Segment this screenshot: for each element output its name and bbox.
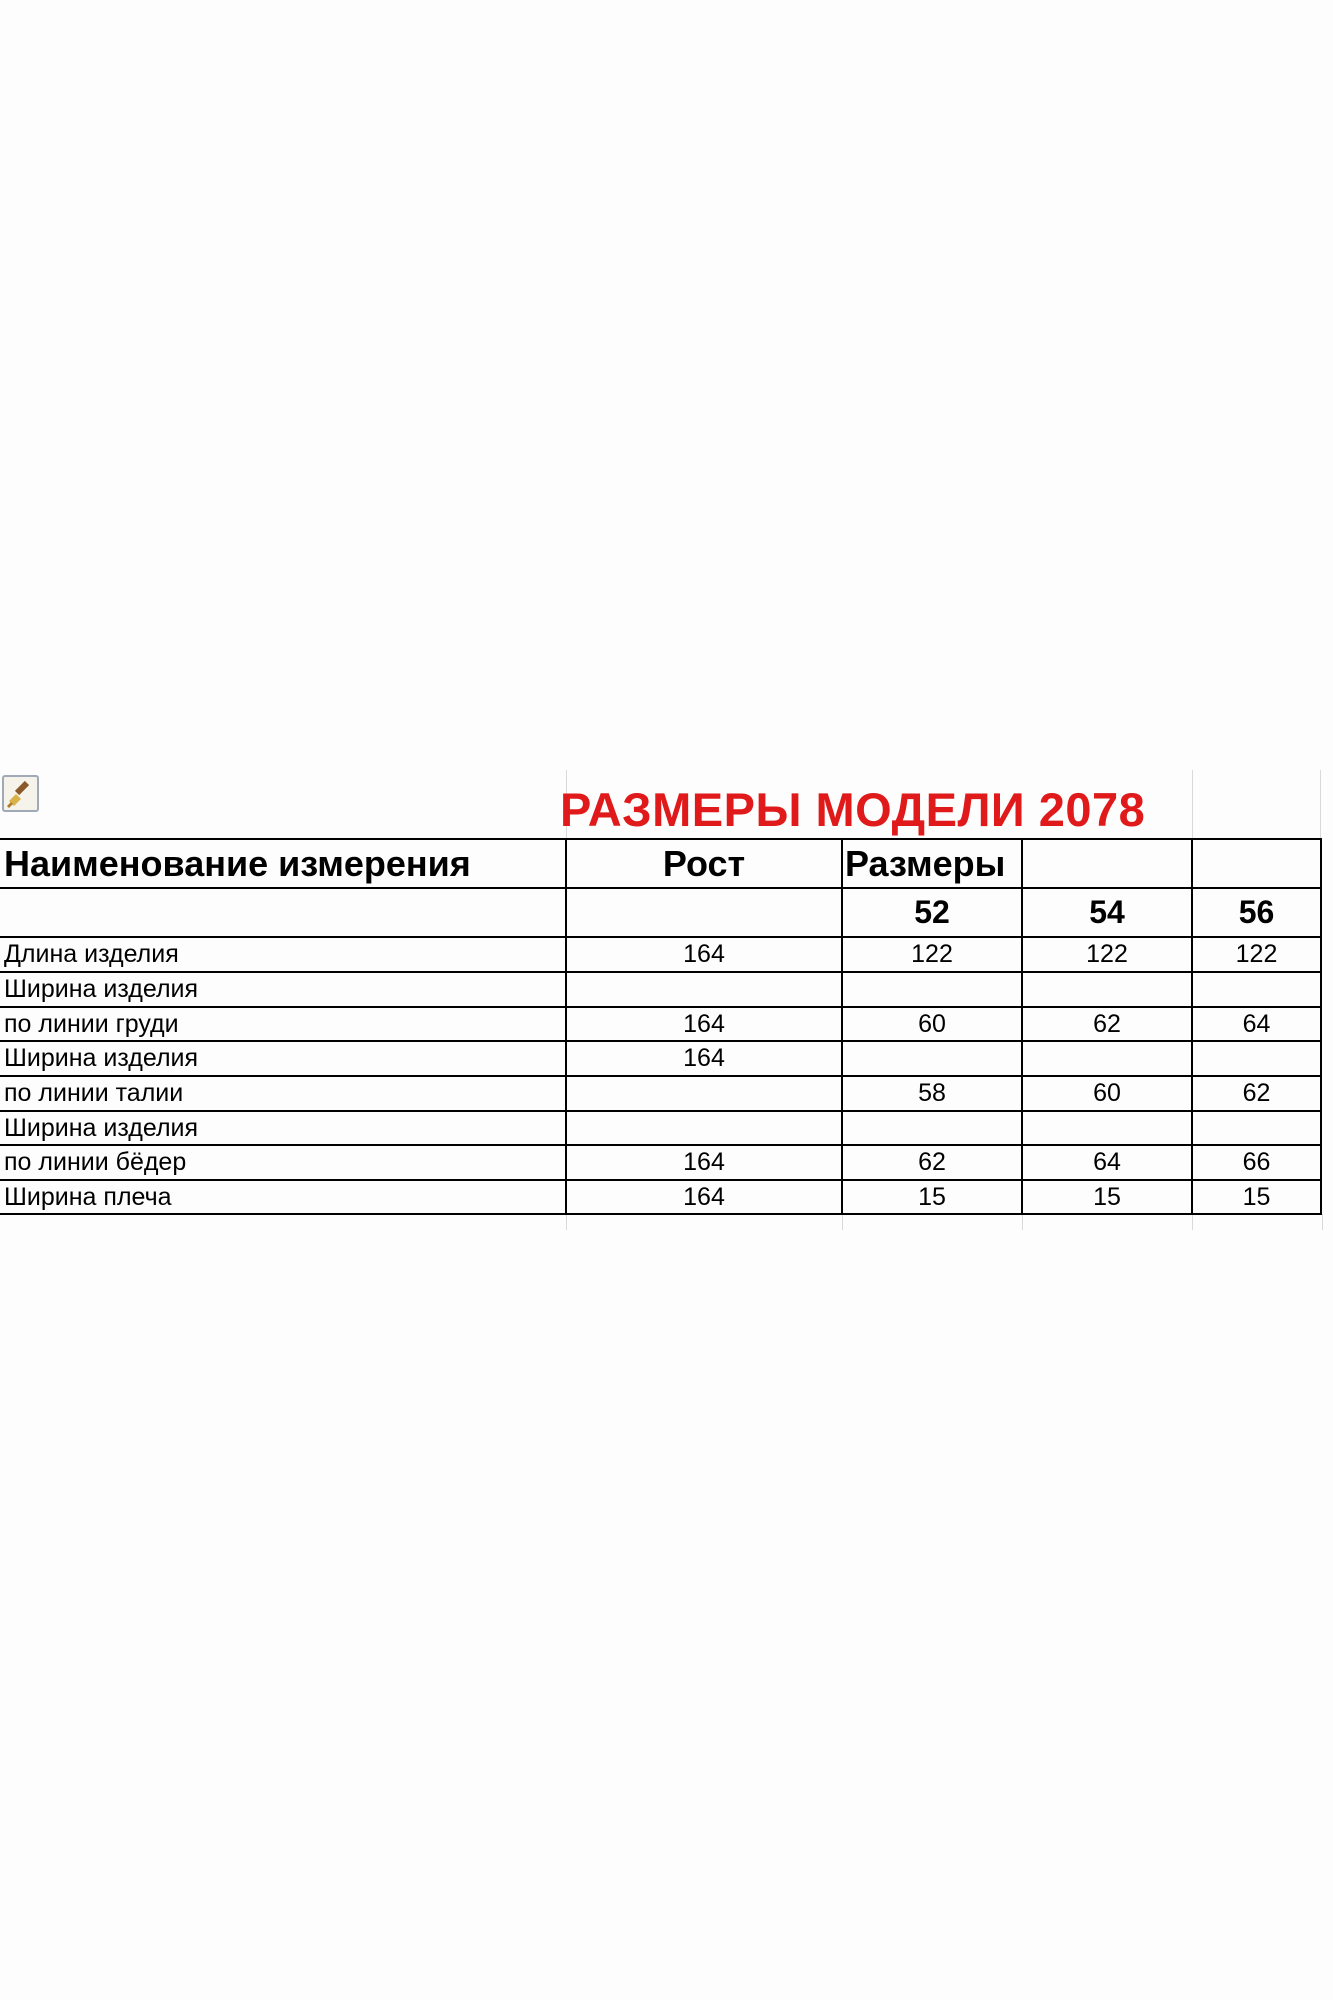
row-size-54-value: [1023, 1112, 1191, 1144]
row-size-54-value: 15: [1093, 1182, 1121, 1211]
page-title: РАЗМЕРЫ МОДЕЛИ 2078: [560, 782, 1146, 836]
row-label: Ширина изделия: [4, 1044, 199, 1072]
table-border: [0, 1213, 1322, 1215]
row-height-value: 164: [683, 1044, 725, 1072]
size-table-sheet: [0, 770, 1333, 1230]
row-size-56-value: 15: [1242, 1182, 1271, 1211]
row-label: Ширина плеча: [4, 1182, 172, 1211]
paintbrush-icon[interactable]: [2, 775, 39, 812]
gridline: [1022, 1214, 1023, 1230]
gridline: [1320, 770, 1321, 838]
row-label: по линии бёдер: [4, 1148, 187, 1176]
gridline: [1192, 1214, 1193, 1230]
row-height-value: [567, 973, 841, 1006]
gridline: [842, 1214, 843, 1230]
row-size-52-value: 122: [911, 940, 953, 968]
row-height-value: [567, 1077, 841, 1110]
row-size-56-value: 64: [1242, 1009, 1271, 1038]
row-size-54-value: 64: [1093, 1148, 1121, 1176]
row-size-52-value: 15: [918, 1182, 946, 1211]
row-label: Ширина изделия: [4, 975, 199, 1003]
row-height-value: [567, 1112, 841, 1144]
row-size-56-value: [1193, 1042, 1320, 1075]
row-label: Ширина изделия: [4, 1113, 199, 1142]
row-height-value: 164: [683, 1148, 725, 1176]
row-size-56-value: 62: [1242, 1079, 1271, 1107]
row-size-56-value: [1193, 1112, 1320, 1144]
row-size-54-value: 62: [1093, 1009, 1121, 1038]
row-size-52-value: [843, 1042, 1021, 1075]
row-height-value: 164: [683, 940, 725, 968]
row-label: по линии талии: [4, 1079, 184, 1107]
gridline: [1322, 1214, 1323, 1230]
row-size-54-value: 122: [1086, 940, 1128, 968]
row-size-52-value: 58: [918, 1079, 946, 1107]
size-52-header: 52: [914, 894, 950, 930]
size-56-header: 56: [1238, 894, 1275, 930]
row-size-56-value: [1193, 973, 1320, 1006]
row-size-54-value: 60: [1093, 1079, 1121, 1107]
row-size-52-value: [843, 1112, 1021, 1144]
row-height-value: 164: [683, 1182, 725, 1211]
row-size-52-value: 62: [918, 1148, 946, 1176]
row-size-56-value: 122: [1235, 940, 1278, 968]
row-size-52-value: [843, 973, 1021, 1006]
row-size-52-value: 60: [918, 1009, 946, 1038]
row-size-54-value: [1023, 1042, 1191, 1075]
gridline: [566, 1214, 567, 1230]
header-sizes: Размеры: [845, 842, 1006, 884]
row-size-56-value: 66: [1242, 1148, 1271, 1176]
size-54-header: 54: [1089, 894, 1125, 930]
row-label: по линии груди: [4, 1009, 179, 1038]
row-size-54-value: [1023, 973, 1191, 1006]
row-label: Длина изделия: [4, 940, 179, 968]
gridline: [1192, 770, 1193, 838]
row-height-value: 164: [683, 1009, 725, 1038]
header-measurement-name: Наименование измерения: [4, 842, 471, 884]
header-height: Рост: [662, 842, 746, 884]
table-border: [1320, 838, 1322, 1215]
